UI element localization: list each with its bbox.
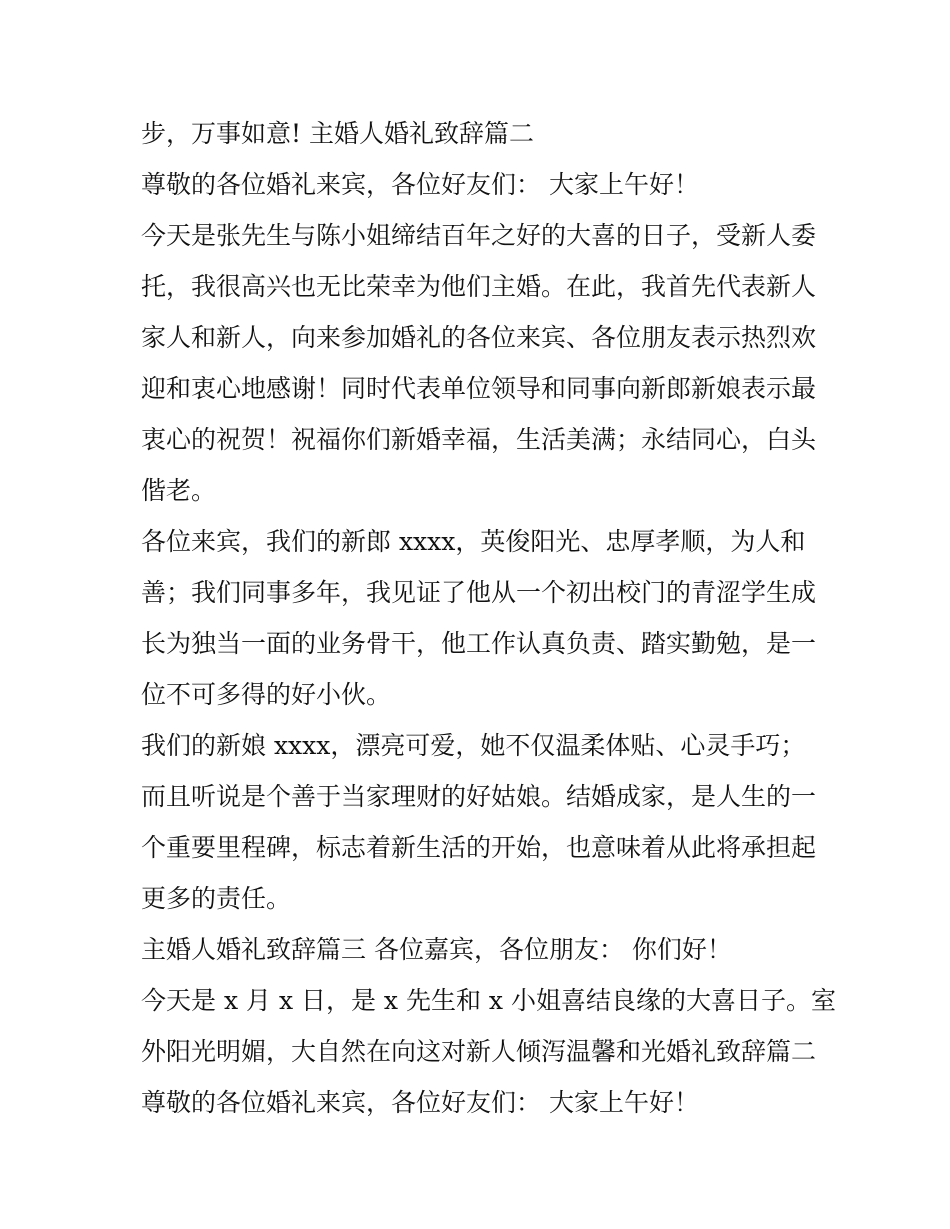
text-line: 今天是张先生与陈小姐缔结百年之好的大喜的日子，受新人委 — [141, 221, 817, 250]
text-line: 外阳光明媚，大自然在向这对新人倾泻温馨和光婚礼致辞篇二 — [141, 1037, 817, 1066]
text-line: 位不可多得的好小伙。 — [141, 680, 392, 709]
text-line: 主婚人婚礼致辞篇三 各位嘉宾，各位朋友： 你们好！ — [141, 935, 732, 964]
text-line: 我们的新娘 xxxx，漂亮可爱，她不仅温柔体贴、心灵手巧； — [141, 731, 806, 760]
text-line: 步，万事如意! 主婚人婚礼致辞篇二 — [141, 119, 534, 148]
text-line: 善；我们同事多年，我见证了他从一个初出校门的青涩学生成 — [141, 578, 817, 607]
text-line: 偕老。 — [141, 476, 217, 505]
text-line: 各位来宾，我们的新郎 xxxx，英俊阳光、忠厚孝顺，为人和 — [141, 527, 806, 556]
text-line: 长为独当一面的业务骨干，他工作认真负责、踏实勤勉，是一 — [141, 629, 817, 658]
text-line: 个重要里程碑，标志着新生活的开始，也意味着从此将承担起 — [141, 833, 817, 862]
text-line: 而且听说是个善于当家理财的好姑娘。结婚成家，是人生的一 — [141, 782, 817, 811]
text-line: 尊敬的各位婚礼来宾，各位好友们： 大家上午好！ — [141, 170, 699, 199]
text-line: 更多的责任。 — [141, 884, 292, 913]
text-line: 衷心的祝贺！祝福你们新婚幸福，生活美满；永结同心，白头 — [141, 425, 817, 454]
text-line: 迎和衷心地感谢！同时代表单位领导和同事向新郎新娘表示最 — [141, 374, 817, 403]
body-text — [141, 108, 836, 1128]
text-line: 今天是 x 月 x 日，是 x 先生和 x 小姐喜结良缘的大喜日子。室 — [141, 986, 836, 1015]
text-line: 家人和新人，向来参加婚礼的各位来宾、各位朋友表示热烈欢 — [141, 323, 817, 352]
text-line: 尊敬的各位婚礼来宾，各位好友们： 大家上午好！ — [141, 1088, 699, 1117]
text-line: 托，我很高兴也无比荣幸为他们主婚。在此，我首先代表新人 — [141, 272, 817, 301]
